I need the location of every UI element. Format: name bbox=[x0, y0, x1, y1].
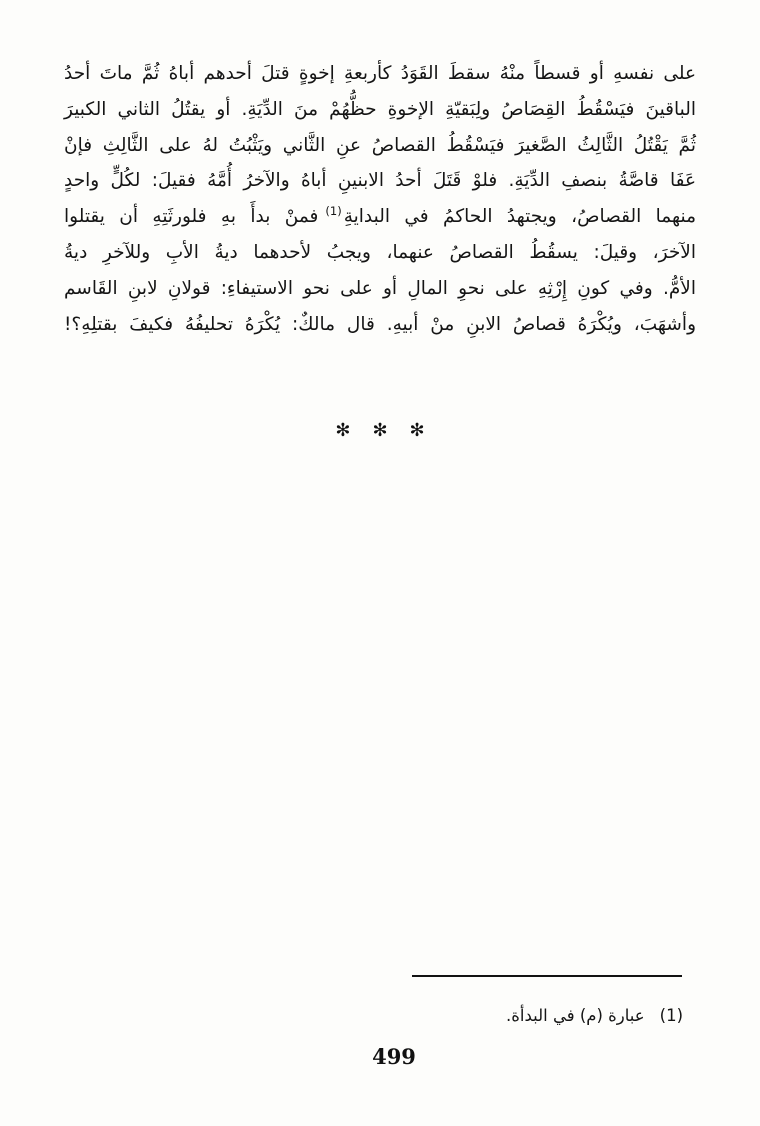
asterisk-ornament-icon: ✻ bbox=[372, 420, 388, 441]
line-5-text-after: فمنْ بدأَ بهِ فلورثَتِهِ أن يقتلوا bbox=[64, 206, 319, 228]
footnote-separator-line bbox=[412, 975, 682, 977]
section-divider bbox=[0, 417, 760, 445]
paragraph-line-3: ثُمَّ يَقْتُلُ الثَّالِثُ الصَّغيرَ فيَسْقُطُ القصاصُ عنِ الثَّاني ويَثْبُتُ لهُ على الثَّالِثِ فإنْ bbox=[64, 134, 696, 156]
paragraph-line-7: الأمُّ. وفي كونِ إِرْثِهِ على نحوِ المالِ أو على نحو الاستيفاءِ: قولانِ لابنِ القَاسم bbox=[64, 277, 696, 299]
asterisk-ornament-icon: ✻ bbox=[409, 420, 425, 441]
footnote bbox=[506, 1001, 683, 1031]
paragraph-line-6: الآخرَ، وقيلَ: يسقُطُ القصاصُ عنهما، ويجبُ لأحدهما ديةُ الأبِ وللآخرِ ديةُ bbox=[64, 241, 696, 263]
asterisk-ornament-icon: ✻ bbox=[335, 420, 351, 441]
main-paragraph bbox=[64, 56, 696, 342]
paragraph-line-8: وأشهَبَ، ويُكْرَهُ قصاصُ الابنِ منْ أبيهِ. قال مالكٌ: يُكْرَهُ تحليفُهُ فكيفَ بقتلِهِ؟! bbox=[64, 313, 696, 335]
paragraph-line-4: عَفَا قاصَّةُ بنصفِ الدِّيَةِ. فلوْ قَتَلَ أحدُ الابنينِ أباهُ والآخرُ أُمَّهُ فقيلَ: لكُلٍّ واحدٍ bbox=[64, 170, 696, 192]
page-number: 499 bbox=[372, 1044, 416, 1069]
paragraph-line-2: الباقينَ فيَسْقُطُ القِصَاصُ ولِبَقيّةِ الإخوةِ حظُّهُمْ منَ الدِّيَةِ. أو يقتُلُ الثاني الكبيرَ bbox=[64, 98, 696, 120]
footnote-number: (1) bbox=[659, 1006, 683, 1025]
paragraph-line-5: منهما القصاصُ، ويجتهدُ الحاكمُ في البدايةِ$^{(1)}$فمنْ بدأَ بهِ فلورثَتِهِ أن يقتلوا bbox=[64, 204, 696, 228]
footnote-text: عبارة (م) في البدأة. bbox=[505, 1006, 645, 1025]
line-5-text-before: منهما القصاصُ، ويجتهدُ الحاكمُ في البدايةِ bbox=[343, 206, 696, 228]
paragraph-line-1: على نفسهِ أو قسطاً منْهُ سقطَ القَوَدُ كأربعةِ إخوةٍ قتلَ أحدهم أباهُ ثُمَّ ماتَ أحدُ bbox=[64, 63, 696, 84]
